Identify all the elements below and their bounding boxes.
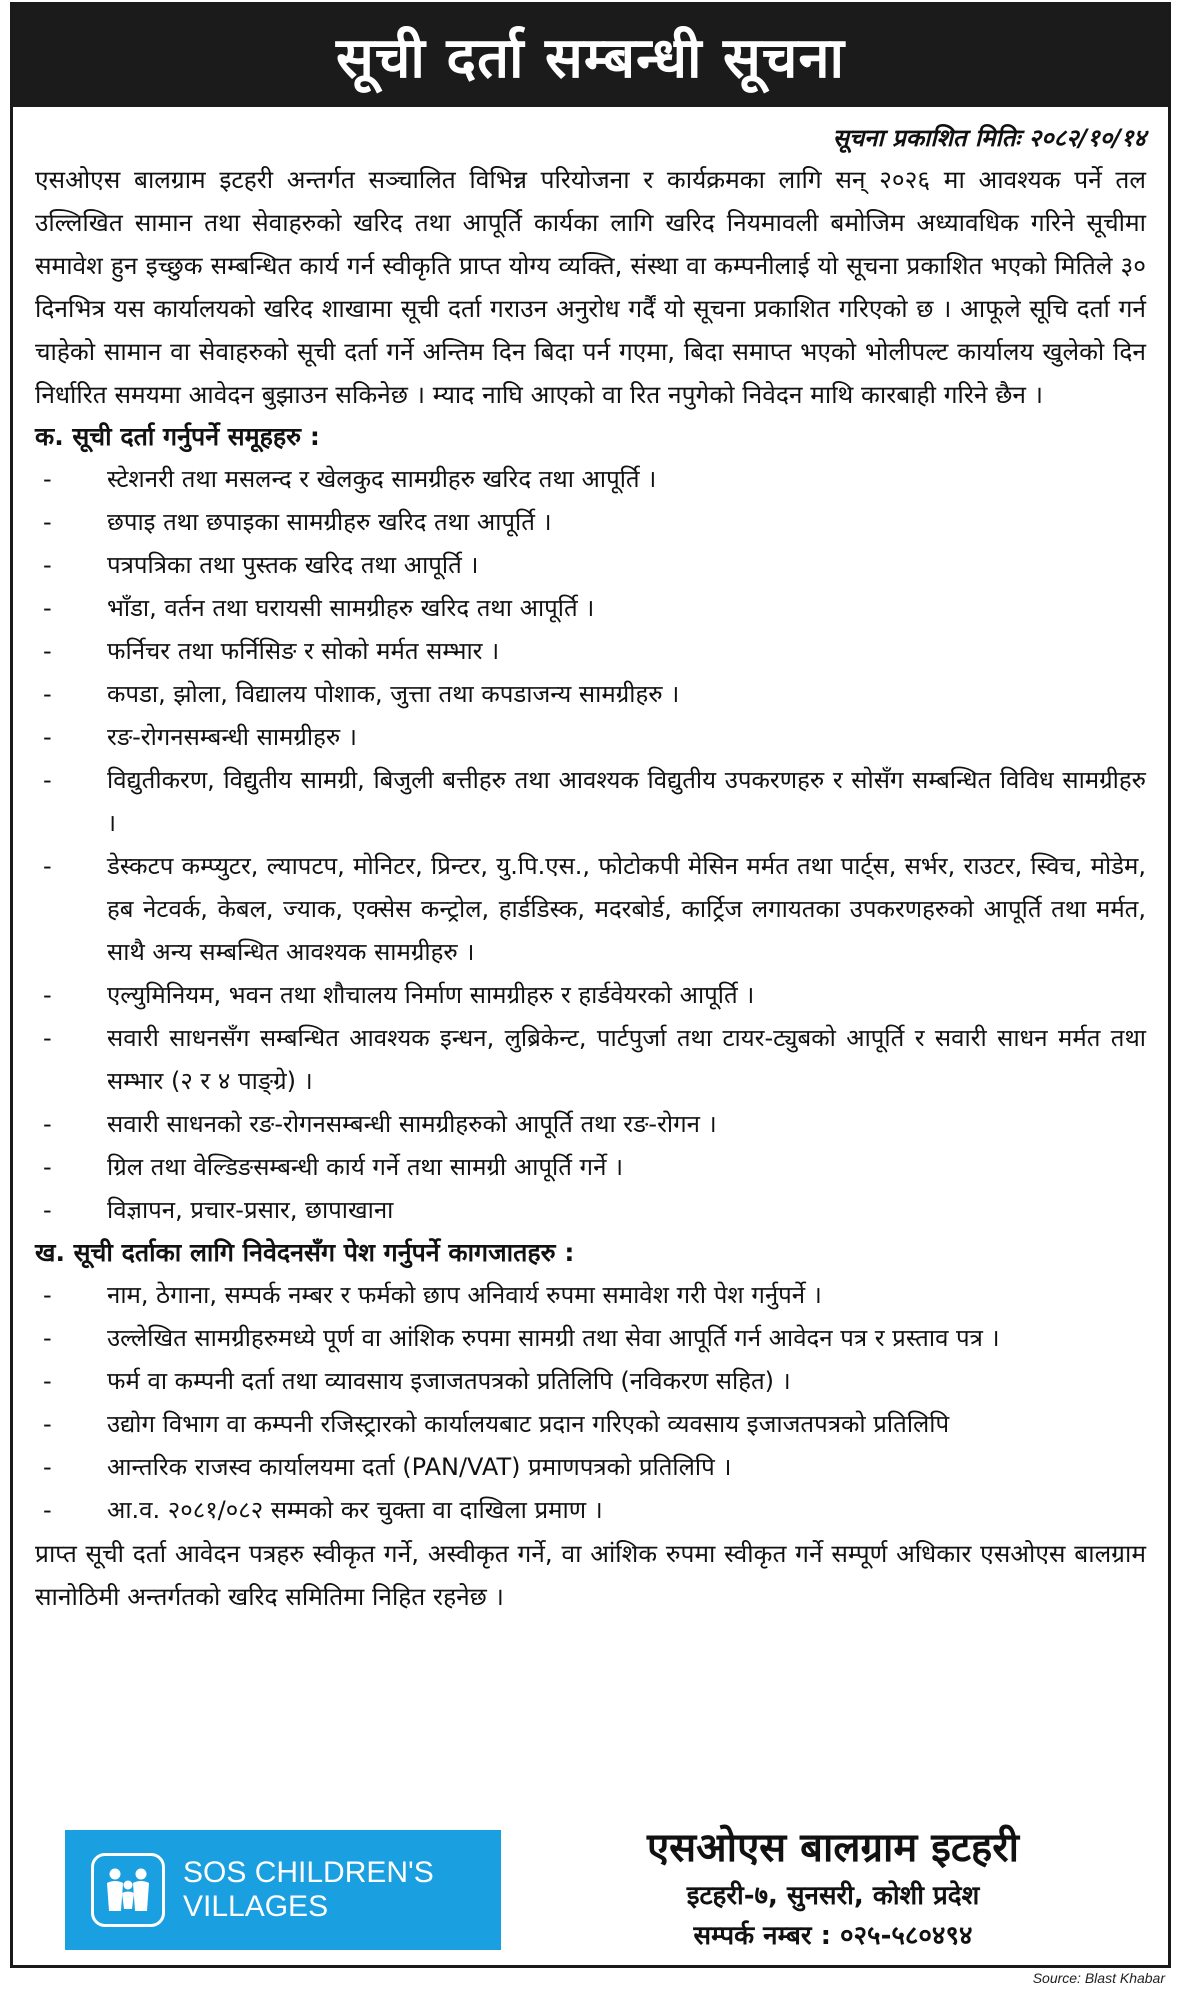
list-item: [35, 845, 1146, 974]
logo-line-2: VILLAGES: [183, 1890, 329, 1923]
organization-contact: सम्पर्क नम्बर : ०२५-५८०४९४: [693, 1921, 973, 1951]
publish-date: सूचना प्रकाशित मितिः २०८२/१०/१४: [832, 124, 1146, 152]
list-item: [35, 1017, 1146, 1103]
list-item: [35, 759, 1146, 845]
list-item: [35, 587, 1146, 630]
list-item-text: सवारी साधनको रङ-रोगनसम्बन्धी सामग्रीहरुको आपूर्ति तथा रङ-रोगन ।: [107, 1110, 717, 1138]
list-item-text: रङ-रोगनसम्बन्धी सामग्रीहरु ।: [107, 723, 357, 751]
list-item: [35, 1189, 1146, 1232]
list-item: [35, 1489, 1146, 1532]
list-dash: -: [43, 1453, 52, 1481]
list-item-text: उद्योग विभाग वा कम्पनी रजिस्ट्रारको कार्यालयबाट प्रदान गरिएको व्यवसाय इजाजतपत्रको प्रतिलिपि: [107, 1410, 950, 1438]
source-credit: Source: Blast Khabar: [1032, 1970, 1165, 1986]
list-item: [35, 630, 1146, 673]
list-dash: -: [43, 465, 52, 493]
section-b-title: ख. सूची दर्ताका लागि निवेदनसँग पेश गर्नुपर्ने कागजातहरु :: [35, 1238, 575, 1267]
list-dash: -: [43, 1153, 52, 1181]
list-item-text: फर्निचर तथा फर्निसिङ र सोको मर्मत सम्भार ।: [107, 637, 500, 665]
notice-title: सूची दर्ता सम्बन्धी सूचना: [13, 5, 1168, 107]
list-item: [35, 1103, 1146, 1146]
list-dash: -: [43, 1281, 52, 1309]
list-dash: -: [43, 981, 52, 1009]
list-item: [35, 1317, 1146, 1360]
list-dash: -: [43, 637, 52, 665]
organization-name: एसओएस बालग्राम इटहरी: [646, 1825, 1019, 1871]
list-item: [35, 1446, 1146, 1489]
list-dash: -: [43, 1324, 52, 1352]
list-dash: -: [43, 680, 52, 708]
list-item: [35, 1403, 1146, 1446]
list-item: [35, 544, 1146, 587]
list-dash: -: [43, 723, 52, 751]
intro-paragraph: एसओएस बालग्राम इटहरी अन्तर्गत सञ्चालित विभिन्न परियोजना र कार्यक्रमका लागि सन् २०२६ मा आवश्यक पर्ने तल उल्लिखित सामान तथा सेवाहरुको खरिद तथा आपूर्ति कार्यका लागि खरिद नियमावली बमोजिम अध्यावधिक गरिने सूचीमा समावेश हुन इच्छुक सम्बन्धित कार्य गर्न स्वीकृति प्राप्त योग्य व्यक्ति, संस्था वा कम्पनीलाई यो सूचना प्रकाशित भएको मितिले ३० दिनभित्र यस कार्यालयको खरिद शाखामा सूची दर्ता गराउन अनुरोध गर्दैं यो सूचना प्रकाशित गरिएको छ । आफूले सूचि दर्ता गर्न चाहेको सामान वा सेवाहरुको सूची दर्ता गर्ने अन्तिम दिन बिदा पर्न गएमा, बिदा समाप्त भएको भोलीपल्ट कार्यालय खुलेको दिन निर्धारित समयमा आवेदन बुझाउन सकिनेछ । म्याद नाघि आएको वा रित नपुगेको निवेदन माथि कारबाही गरिने छैन ।: [35, 165, 1146, 409]
list-item-text: विद्युतीकरण, विद्युतीय सामग्री, बिजुली बत्तीहरु तथा आवश्यक विद्युतीय उपकरणहरु र सोसँग सम्बन्धित विविध सामग्रीहरु ।: [107, 766, 1146, 837]
list-item: [35, 673, 1146, 716]
list-item-text: भाँडा, वर्तन तथा घरायसी सामग्रीहरु खरिद तथा आपूर्ति ।: [107, 594, 595, 622]
section-a-title: क. सूची दर्ता गर्नुपर्ने समूहहरु :: [35, 422, 320, 451]
list-dash: -: [43, 766, 52, 794]
list-item: [35, 501, 1146, 544]
notice-footer: [13, 1820, 1168, 1965]
list-item-text: आन्तरिक राजस्व कार्यालयमा दर्ता (PAN/VAT) प्रमाणपत्रको प्रतिलिपि ।: [107, 1453, 732, 1481]
list-item-text: सवारी साधनसँग सम्बन्धित आवश्यक इन्धन, लुब्रिकेन्ट, पार्टपुर्जा तथा टायर-ट्युबको आपूर्ति र सवारी साधन मर्मत तथा सम्भार (२ र ४ पाङ्ग्रे) ।: [107, 1024, 1146, 1095]
organization-address: इटहरी-७, सुनसरी, कोशी प्रदेश: [686, 1881, 980, 1911]
list-dash: -: [43, 1196, 52, 1224]
sos-childrens-villages-logo: [65, 1830, 501, 1950]
list-item: [35, 1274, 1146, 1317]
list-item-text: उल्लेखित सामग्रीहरुमध्ये पूर्ण वा आंशिक रुपमा सामग्री तथा सेवा आपूर्ति गर्न आवेदन पत्र र प्रस्ताव पत्र ।: [107, 1324, 1000, 1352]
list-dash: -: [43, 551, 52, 579]
list-dash: -: [43, 1496, 52, 1524]
list-item-text: छपाइ तथा छपाइका सामग्रीहरु खरिद तथा आपूर्ति ।: [107, 508, 552, 536]
organization-block: [553, 1820, 1113, 1956]
notice-body: [13, 107, 1168, 1618]
list-item-text: फर्म वा कम्पनी दर्ता तथा व्यावसाय इजाजतपत्रको प्रतिलिपि (नविकरण सहित) ।: [107, 1367, 791, 1395]
list-item: [35, 974, 1146, 1017]
section-b-list: [35, 1274, 1146, 1532]
list-item-text: आ.व. २०८१/०८२ सम्मको कर चुक्ता वा दाखिला प्रमाण ।: [107, 1496, 603, 1524]
list-item-text: डेस्कटप कम्प्युटर, ल्यापटप, मोनिटर, प्रिन्टर, यु.पि.एस., फोटोकपी मेसिन मर्मत तथा पार्ट्स, सर्भर, राउटर, स्विच, मोडेम, हब नेटवर्क, केबल, ज्याक, एक्सेस कन्ट्रोल, हार्डडिस्क, मदरबोर्ड, कार्ट्रिज लगायतका उपकरणहरुको आपूर्ति तथा मर्मत, साथै अन्य सम्बन्धित आवश्यक सामग्रीहरु ।: [107, 852, 1146, 966]
list-item: [35, 458, 1146, 501]
section-a-list: [35, 458, 1146, 1232]
list-item-text: नाम, ठेगाना, सम्पर्क नम्बर र फर्मको छाप अनिवार्य रुपमा समावेश गरी पेश गर्नुपर्ने ।: [107, 1281, 822, 1309]
list-item-text: विज्ञापन, प्रचार-प्रसार, छापाखाना: [107, 1196, 394, 1224]
list-dash: -: [43, 1410, 52, 1438]
family-icon: [91, 1853, 165, 1927]
logo-line-1: SOS CHILDREN'S: [183, 1856, 434, 1889]
list-item: [35, 1360, 1146, 1403]
list-dash: -: [43, 1024, 52, 1052]
list-dash: -: [43, 852, 52, 880]
list-dash: -: [43, 1367, 52, 1395]
list-item-text: स्टेशनरी तथा मसलन्द र खेलकुद सामग्रीहरु खरिद तथा आपूर्ति ।: [107, 465, 657, 493]
list-item-text: कपडा, झोला, विद्यालय पोशाक, जुत्ता तथा कपडाजन्य सामग्रीहरु ।: [107, 680, 680, 708]
list-item-text: पत्रपत्रिका तथा पुस्तक खरिद तथा आपूर्ति ।: [107, 551, 479, 579]
list-dash: -: [43, 594, 52, 622]
notice-document: [10, 2, 1171, 1968]
list-item: [35, 1146, 1146, 1189]
list-item-text: एल्युमिनियम, भवन तथा शौचालय निर्माण सामग्रीहरु र हार्डवेयरको आपूर्ति ।: [107, 981, 755, 1009]
list-dash: -: [43, 1110, 52, 1138]
list-item: [35, 716, 1146, 759]
list-dash: -: [43, 508, 52, 536]
closing-paragraph: प्राप्त सूची दर्ता आवेदन पत्रहरु स्वीकृत गर्ने, अस्वीकृत गर्ने, वा आंशिक रुपमा स्वीकृत गर्ने सम्पूर्ण अधिकार एसओएस बालग्राम सानोठिमी अन्तर्गतको खरिद समितिमा निहित रहनेछ ।: [35, 1539, 1146, 1611]
list-item-text: ग्रिल तथा वेल्डिङसम्बन्धी कार्य गर्ने तथा सामग्री आपूर्ति गर्ने ।: [107, 1153, 624, 1181]
